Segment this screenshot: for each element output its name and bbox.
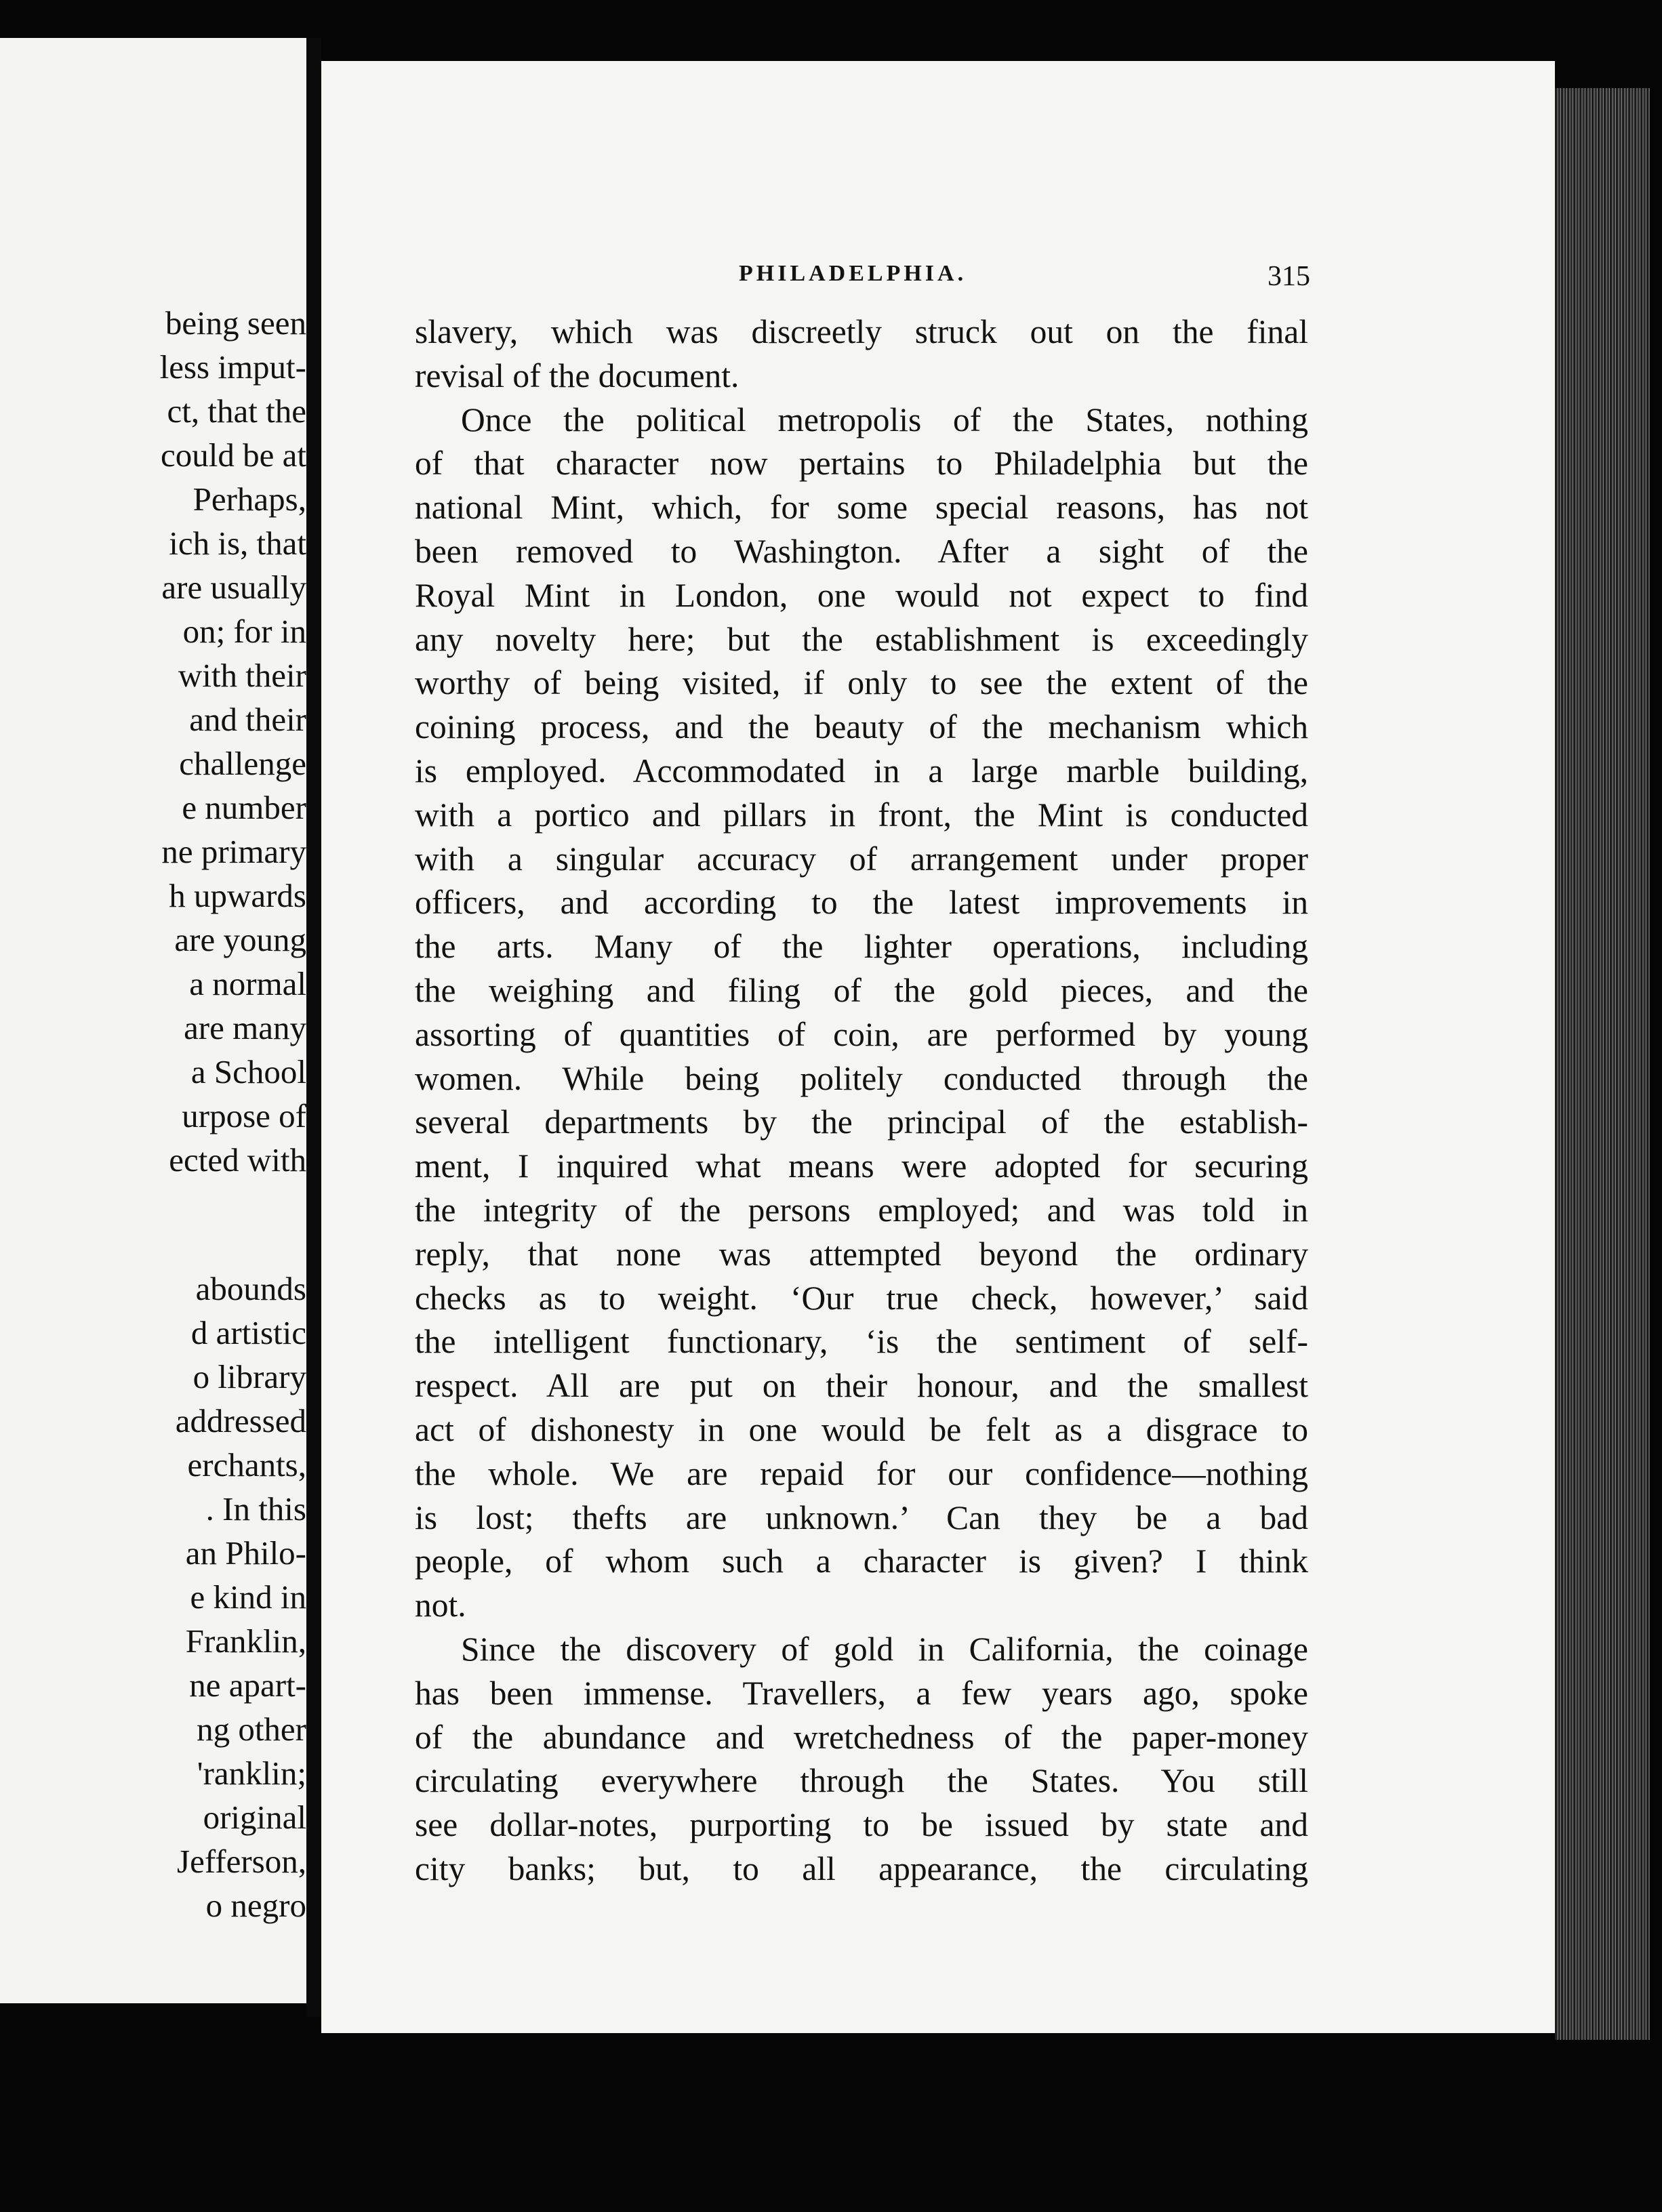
text-line: the whole. We are repaid for our confidence—nothing xyxy=(415,1454,1308,1492)
text-line: coining process, and the beauty of the mechanism which xyxy=(415,708,1308,746)
text-line: with a singular accuracy of arrangement under proper xyxy=(415,840,1308,878)
page-edges xyxy=(1555,88,1650,2040)
text-line: circulating everywhere through the States. You still xyxy=(415,1762,1308,1800)
text-line: Once the political metropolis of the States, nothing xyxy=(461,401,1308,438)
text-line: city banks; but, to all appearance, the circulating xyxy=(415,1849,1308,1887)
text-line: Royal Mint in London, one would not expect to find xyxy=(415,576,1308,614)
text-line: the arts. Many of the lighter operations, including xyxy=(415,928,1308,966)
left-line: are many xyxy=(184,1009,306,1046)
left-line: with their xyxy=(178,657,306,694)
left-line: original xyxy=(203,1799,306,1836)
text-line: has been immense. Travellers, a few years ago, spoke xyxy=(415,1674,1308,1712)
text-line: several departments by the principal of the establish- xyxy=(415,1103,1308,1141)
text-line: respect. All are put on their honour, and the smallest xyxy=(415,1367,1308,1405)
text-line: assorting of quantities of coin, are performed by young xyxy=(415,1015,1308,1053)
text-line: the weighing and filing of the gold pieces, and the xyxy=(415,971,1308,1009)
text-line: the intelligent functionary, ‘is the sentiment of self- xyxy=(415,1323,1308,1361)
left-line: d artistic xyxy=(190,1314,306,1351)
text-line: Since the discovery of gold in California, the coinage xyxy=(461,1630,1308,1668)
text-line: not. xyxy=(415,1586,466,1624)
text-line: see dollar-notes, purporting to be issued by state and xyxy=(415,1806,1308,1844)
left-line: less imput- xyxy=(159,348,306,386)
left-line: h upwards xyxy=(169,877,306,914)
text-line: women. While being politely conducted through the xyxy=(415,1059,1308,1097)
text-line: revisal of the document. xyxy=(415,356,739,394)
book-gutter xyxy=(306,38,321,2017)
left-line: an Philo- xyxy=(185,1534,306,1572)
left-line: abounds xyxy=(195,1270,306,1307)
left-line: ected with xyxy=(169,1141,306,1179)
left-line: o library xyxy=(192,1358,306,1395)
left-page xyxy=(0,38,310,2003)
left-line: o negro xyxy=(205,1887,306,1924)
text-line: any novelty here; but the establishment is exceedingly xyxy=(415,620,1308,658)
text-line: worthy of being visited, if only to see the extent of the xyxy=(415,664,1308,702)
text-line: reply, that none was attempted beyond the ordinary xyxy=(415,1235,1308,1273)
text-line: national Mint, which, for some special reasons, has not xyxy=(415,489,1308,527)
left-line: ng other xyxy=(197,1711,306,1748)
left-line: a School xyxy=(190,1053,306,1090)
text-line: of that character now pertains to Philadelphia but the xyxy=(415,445,1308,483)
left-line: addressed xyxy=(175,1402,306,1439)
text-line: of the abundance and wretchedness of the paper-money xyxy=(415,1718,1308,1756)
left-line: challenge xyxy=(179,745,306,782)
left-line: Perhaps, xyxy=(192,480,306,518)
text-line: ment, I inquired what means were adopted for securing xyxy=(415,1147,1308,1185)
left-line: could be at xyxy=(161,436,306,474)
text-line: act of dishonesty in one would be felt as a disgrace to xyxy=(415,1410,1308,1448)
text-line: is employed. Accommodated in a large marble building, xyxy=(415,752,1308,790)
text-line: checks as to weight. ‘Our true check, however,’ said xyxy=(415,1279,1308,1317)
left-line: are young xyxy=(174,921,306,958)
text-line: is lost; thefts are unknown.’ Can they be a bad xyxy=(415,1498,1308,1536)
left-line: 'ranklin; xyxy=(197,1755,306,1792)
left-line: ich is, that xyxy=(169,525,306,562)
text-line: slavery, which was discreetly struck out on the final xyxy=(415,313,1308,350)
left-line: on; for in xyxy=(182,613,306,650)
left-line: erchants, xyxy=(187,1446,306,1483)
left-line: Jefferson, xyxy=(177,1843,306,1880)
left-line: are usually xyxy=(161,569,306,606)
left-line: and their xyxy=(189,701,306,738)
left-line: a normal xyxy=(189,965,306,1002)
body-text xyxy=(415,310,1308,1891)
text-line: been removed to Washington. After a sight of the xyxy=(415,532,1308,570)
left-line: Franklin, xyxy=(185,1622,306,1660)
left-line: . In this xyxy=(205,1490,306,1528)
left-line: ct, that the xyxy=(167,392,306,430)
text-line: with a portico and pillars in front, the Mint is conducted xyxy=(415,796,1308,834)
left-line: being seen xyxy=(165,304,306,342)
left-line: e kind in xyxy=(190,1578,306,1616)
left-line: ne primary xyxy=(161,833,306,870)
left-line: ne apart- xyxy=(189,1666,306,1704)
text-line: people, of whom such a character is given? I think xyxy=(415,1542,1308,1580)
left-line: urpose of xyxy=(182,1097,306,1134)
text-line: the integrity of the persons employed; and was told in xyxy=(415,1191,1308,1229)
text-line: officers, and according to the latest improvements in xyxy=(415,884,1308,922)
page-number: 315 xyxy=(1268,261,1310,292)
left-line: e number xyxy=(182,789,306,826)
running-head: PHILADELPHIA. xyxy=(739,261,967,286)
